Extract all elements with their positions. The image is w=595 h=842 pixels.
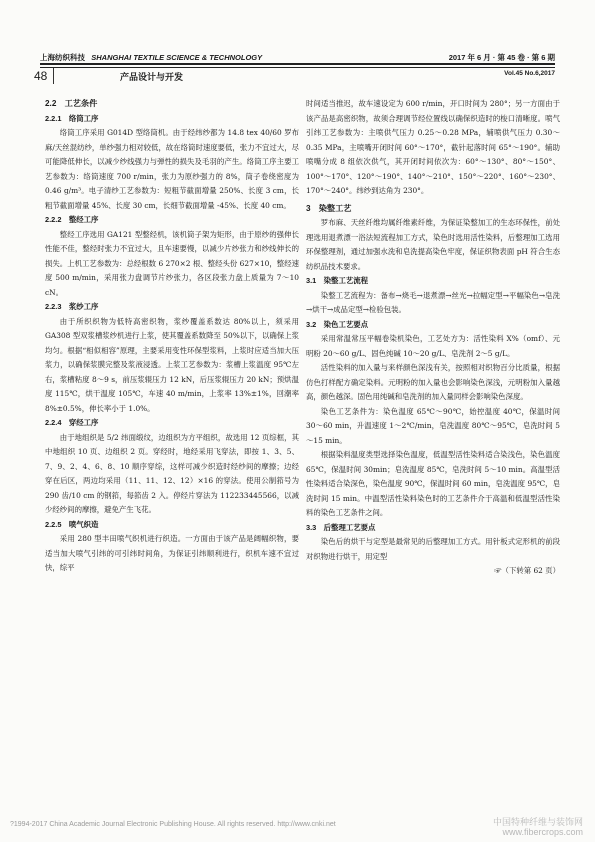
heading-2-2: 2.2 工艺条件 [45,99,98,108]
heading-2-2-4: 2.2.4 穿经工序 [45,418,99,427]
paragraph-dyeing-intro: 罗布麻、天丝纤维均属纤维素纤维，为保证染整加工的生态环保性，前处理选用退煮漂一浴法短流程加工方式，染色时选用活性染料，后整理加工选用环保整理剂，通过加强水洗和皂洗提高染色牢度，保证织物表面 pH 符合生态纺织品技术要求。 [306,218,560,271]
section-title: 产品设计与开发 [120,72,184,82]
heading-3-2: 3.2 染色工艺要点 [306,319,369,329]
paragraph-temperature: 根据染料温度类型选择染色温度，低温型活性染料适合染浅色，染色温度 65℃，保温时间 30min；皂洗温度 85℃，皂洗时间 5～10 min。高温型活性染料适合染深色，染色温度 90℃，保温时间 60 min，皂洗温度 95℃，皂洗时间 15 min。中温型活性染料染色时的工艺条件介于高温和低温型活性染料的染色工艺条件之间。 [306,450,560,517]
header-rule-thick [40,63,555,65]
continued-note: ☞（下转第 62 页） [494,566,560,575]
page-number: 48 [34,68,54,84]
journal-title-cn: 上海纺织科技 [40,53,85,62]
left-column [45,97,299,576]
watermark [493,817,583,837]
heading-3-3: 3.3 后整理工艺要点 [306,522,376,532]
journal-title-en: SHANGHAI TEXTILE SCIENCE & TECHNOLOGY [91,53,263,62]
paragraph-recipe: 采用常温常压平幅卷染机染色，工艺处方为：活性染料 X%（omf）、元明粉 20～60 g/L、固色纯碱 10～20 g/L、皂洗剂 2～5 g/L。 [306,334,560,358]
paragraph-dye-amount: 活性染料的加入量与来样颜色深浅有关，按照相对织物百分比质量，根据仿色打样配方确定染料。元明粉的加入量也会影响染色深浅，元明粉加入量越高，颜色越深。固色用纯碱和皂洗剂的加入量同样会影响染色深度。 [306,363,560,401]
watermark-url: www.fibercrops.com [502,827,583,837]
heading-3: 3 染整工艺 [306,203,352,213]
paragraph-winding: 络筒工序采用 G014D 型络筒机。由于经纬纱都为 14.8 tex 40/60 罗布麻/天丝混纺纱，单纱强力相对较低，故在络筒时速度要低，张力不宜过大，尽可能降低伸长，以减少纱线强力与弹性的损失及毛羽的产生。络筒工序主要工艺参数为：络筒速度 700 r/min，张力为原纱强力的 8%，筒子卷绕密度为 0.46 g/m³。电子清纱工艺参数为：短粗节截面增量 250%、长度 3 cm，长粗节截面增量 45%、长度 30 cm，长细节截面增量 -45%、长度 40 cm。 [45,128,299,210]
watermark-cn: 中国特种纤维与装饰网 [492,817,583,827]
paragraph-process-flow: 染整工艺流程为：备布→烧毛→退煮漂→丝光→拉幅定型→平幅染色→皂洗→烘干→成品定型→检验包装。 [306,290,560,314]
heading-3-1: 3.1 染整工艺流程 [306,276,369,285]
paragraph-air-jet-cont: 时间适当推迟，故车速设定为 600 r/min，开口时间为 280°；另一方面由于该产品是高密织物，故须合理调节经位置线以确保织造时的梭口清晰度。喷气引纬工艺参数为：主喷供气压力 0.25～0.28 MPa，辅喷供气压力 0.30～0.35 MPa，主喷嘴开闭时间 60°～170°，截针起落时间 65°～190°。辅助喷嘴分成 8 组依次供气，其开闭时间依次为：60°～130°、80°～150°、100°～170°、120°～190°、140°～210°、150°～220°、160°～230°、170°～240°。纬纱到达角为 230°。 [306,99,560,195]
heading-2-2-5: 2.2.5 喷气织造 [45,519,99,529]
heading-2-2-1: 2.2.1 络筒工序 [45,113,99,123]
issue-info: 2017 年 6 月 · 第 45 卷 · 第 6 期 [448,53,555,62]
paragraph-warping: 整经工序选用 GA121 型整经机，该机筒子架为矩形，由于原纱的强伸长性能不佳，整经时张力不宜过大，且车速要慢，以减少片纱张力和纱线伸长的损失。上机工艺参数为：总经根数 6 270×2 根、整经头份 627×10，整经速度 500 m/min，采用张力盘调节片纱张力，各区段张力盘上质量为 7～10 cN。 [45,229,299,297]
paragraph-conditions: 染色工艺条件为：染色温度 65℃～90℃，始控温度 40℃，保温时间 30～60 min，升温速度 1～2℃/min，皂洗温度 80℃～95℃，皂洗时间 5～15 min。 [306,406,560,445]
heading-2-2-3: 2.2.3 浆纱工序 [45,302,99,311]
heading-2-2-2: 2.2.2 整经工序 [45,215,99,224]
paragraph-air-jet: 采用 280 型丰田喷气织机进行织造。一方面由于该产品是阔幅织物，要适当加大喷气引纬的可引纬时间角，为保证引纬顺利进行，织机车速不宜过快，综平 [45,534,299,572]
running-header [40,52,555,63]
paragraph-sizing: 由于所织织物为低特高密织物，浆纱覆盖系数达 80%以上，须采用 GA308 型双浆槽浆纱机进行上浆，使其覆盖系数降至 50%以下，以确保上浆均匀。根据“相似相容”原理，主要采用变性环保型浆料，上浆时应适当加大压浆力，以确保浆膜完整及浆液浸透。上浆工艺参数为：浆槽上浆温度 95℃左右，浆槽粘度 8～9 s，前压浆辊压力 12 kN，后压浆辊压力 20 kN；预烘温度 115℃，烘干温度 105℃，车速 40 m/min，上浆率 13%±1%，回潮率 8%±0.5%，伸长率小于 1.0%。 [45,316,299,413]
paragraph-drawing-in: 由于地组织是 5/2 纬面缎纹，边组织为方平组织，故选用 12 页综框，其中地组织 10 页、边组织 2 页。穿经时，地经采用飞穿法，即按 1、3、5、7、9、2、4、6、8、10 顺序穿综，这样可减少织造时经纱间的摩擦；边经穿在后区，两边均采用（11、11、12、12）×16 的穿法。使用公制筘号为 290 齿/10 cm 的钢筘，每筘齿 2 入。停经片穿法为 112233445566，以减少经纱间的摩擦，避免产生飞花。 [45,432,299,514]
right-column [306,97,560,579]
paragraph-finishing: 染色后的烘干与定型是最常见的后整理加工方式。用针板式定形机的前段对织物进行烘干，用定型 [306,537,560,561]
header-rule-thin [40,67,555,68]
copyright-footer: ?1994-2017 China Academic Journal Electronic Publishing House. All rights reserved. http://www.cnki.net [10,821,336,828]
volume-info: Vol.45 No.6,2017 [504,70,555,77]
